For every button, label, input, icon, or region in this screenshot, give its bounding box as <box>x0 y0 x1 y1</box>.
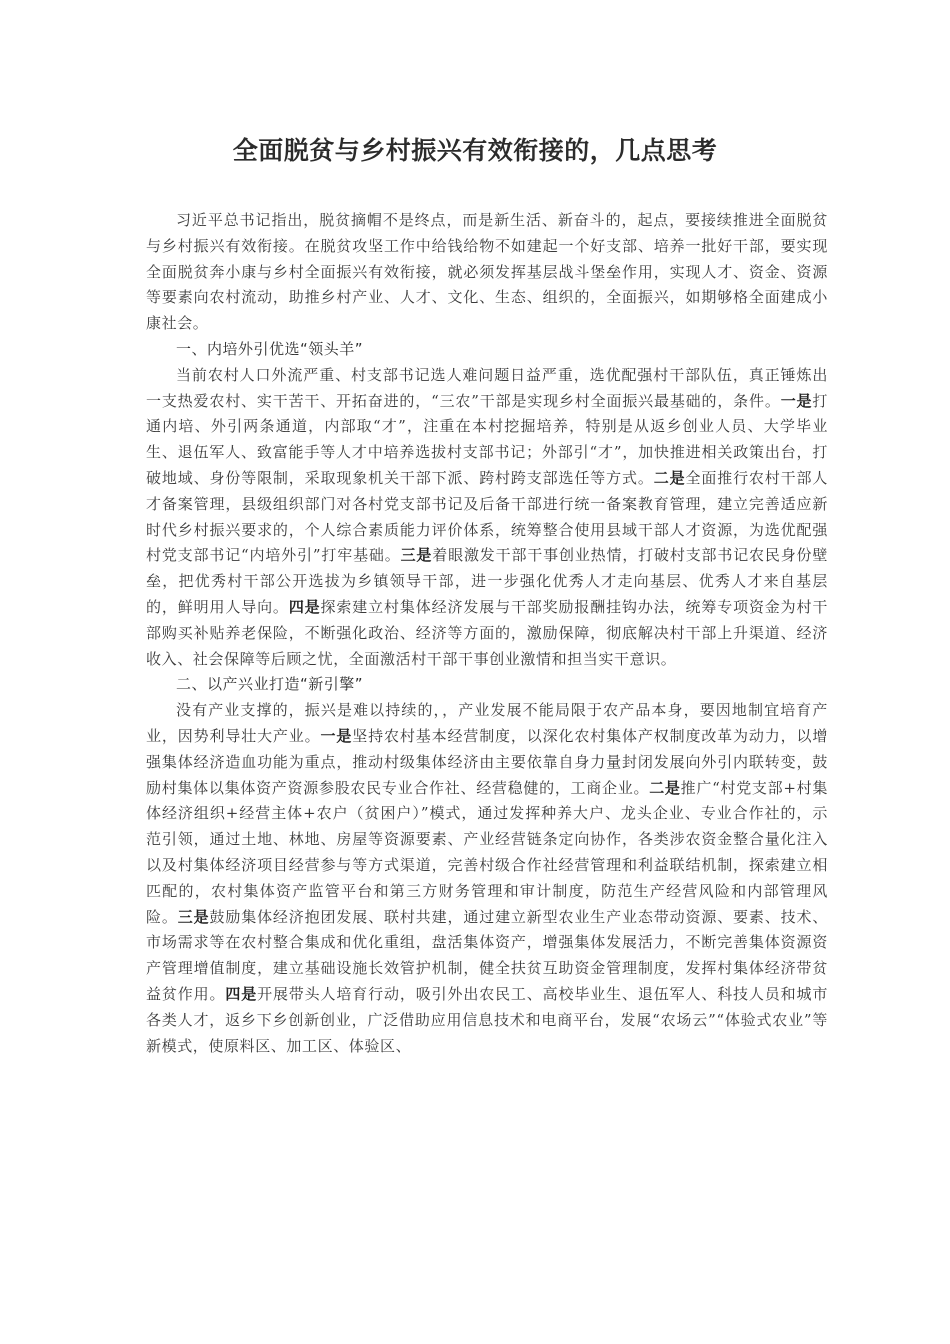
section-1-point-1: 打通内培、外引两条通道，内部取“才”，注重在本村挖掘培养，特别是从返乡创业人员、大学毕业生、退伍军人、致富能手等人才中培养选拔村支部书记；外部引“才”，加快推进相关政策出台，打破地域、身份等限制，采取现象机关干部下派、跨村跨支部选任等方式。 <box>146 391 828 487</box>
section-2-lead: 没有产业支撑的，振兴是难以持续的，，产业发展不能局限于农产品本身，要因地制宜培育产业，因势利导壮大产业。 <box>146 701 828 745</box>
section-1-point-3: 着眼激发干部干事创业热情，打破村支部书记农民身份壁垒，把优秀村干部公开选拔为乡镇领导干部，进一步强化优秀人才走向基层、优秀人才来自基层的，鲜明用人导向。 <box>146 546 828 616</box>
section-1-point-2: 全面推行农村干部人才备案管理，县级组织部门对各村党支部书记及后备干部进行统一备案教育管理，建立完善适应新时代乡村振兴要求的，个人综合素质能力评价体系，统筹整合使用县域干部人才资源，为选优配强村党支部书记“内培外引”打牢基础。 <box>146 468 829 565</box>
section-1-marker-1: 一是 <box>780 391 813 410</box>
section-1-paragraph <box>146 363 828 673</box>
section-2-marker-3: 三是 <box>177 907 210 926</box>
section-1-marker-2: 二是 <box>653 468 686 487</box>
section-2-marker-2: 二是 <box>649 778 681 797</box>
section-1-marker-3: 三是 <box>400 546 433 565</box>
document-body <box>146 208 828 1059</box>
section-2-marker-4: 四是 <box>225 984 258 1003</box>
section-2-point-3: 鼓励集体经济抱团发展、联村共建，通过建立新型农业生产业态带动资源、要素、技术、市场需求等在农村整合集成和优化重组，盘活集体资产，增强集体发展活力，不断完善集体资源资产管理增值制度，建立基础设施长效管护机制，健全扶贫互助资金管理制度，发挥村集体经济带贫益贫作用。 <box>146 907 828 1003</box>
section-1-lead: 当前农村人口外流严重、村支部书记选人难问题日益严重，选优配强村干部队伍，真正锤炼出一支热爱农村、实干苦干、开拓奋进的，“三农”干部是实现乡村全面振兴最基础的，条件。 <box>146 365 828 410</box>
section-1-marker-4: 四是 <box>288 597 321 616</box>
section-2-point-2: 推广“村党支部+村集体经济组织+经营主体+农户（贫困户）”模式，通过发挥种养大户、龙头企业、专业合作社的，示范引领，通过土地、林地、房屋等资源要素、产业经营链条定向协作，各类涉农资金整合量化注入以及村集体经济项目经营参与等方式渠道，完善村级合作社经营管理和利益联结机制，探索建立相匹配的，农村集体资产监管平台和第三方财务管理和审计制度，防范生产经营风险和内部管理风险。 <box>146 778 828 926</box>
section-2-point-1: 坚持农村基本经营制度，以深化农村集体产权制度改革为动力，以增强集体经济造血功能为重点，推动村级集体经济由主要依靠自身力量封闭发展向外引内联转变，鼓励村集体以集体资产资源参股农民专业合作社、经营稳健的，工商企业。 <box>146 726 828 797</box>
section-2-point-4: 开展带头人培育行动，吸引外出农民工、高校毕业生、退伍军人、科技人员和城市各类人才，返乡下乡创新创业，广泛借助应用信息技术和电商平台，发展“农场云”“体验式农业”等新模式，使原料区、加工区、体验区、 <box>146 984 828 1055</box>
section-1-point-4: 探索建立村集体经济发展与干部奖励报酬挂钩办法，统筹专项资金为村干部购买补贴养老保险，不断强化政治、经济等方面的，激励保障，彻底解决村干部上升渠道、经济收入、社会保障等后顾之忧，全面激活村干部干事创业激情和担当实干意识。 <box>146 597 829 668</box>
intro-paragraph: 习近平总书记指出，脱贫摘帽不是终点，而是新生活、新奋斗的，起点，要接续推进全面脱贫与乡村振兴有效衔接。在脱贫攻坚工作中给钱给物不如建起一个好支部、培养一批好干部，要实现全面脱贫奔小康与乡村全面振兴有效衔接，就必须发挥基层战斗堡垒作用，实现人才、资金、资源等要素向农村流动，助推乡村产业、人才、文化、生态、组织的，全面振兴，如期够格全面建成小康社会。 <box>146 211 828 333</box>
section-2-paragraph <box>146 698 828 1059</box>
section-1-heading: 一、内培外引优选“领头羊” <box>176 339 364 358</box>
document-title: 全面脱贫与乡村振兴有效衔接的，几点思考 <box>232 136 718 165</box>
section-2-marker-1: 一是 <box>320 726 353 745</box>
section-2-heading: 二、以产兴业打造“新引擎” <box>176 675 364 694</box>
